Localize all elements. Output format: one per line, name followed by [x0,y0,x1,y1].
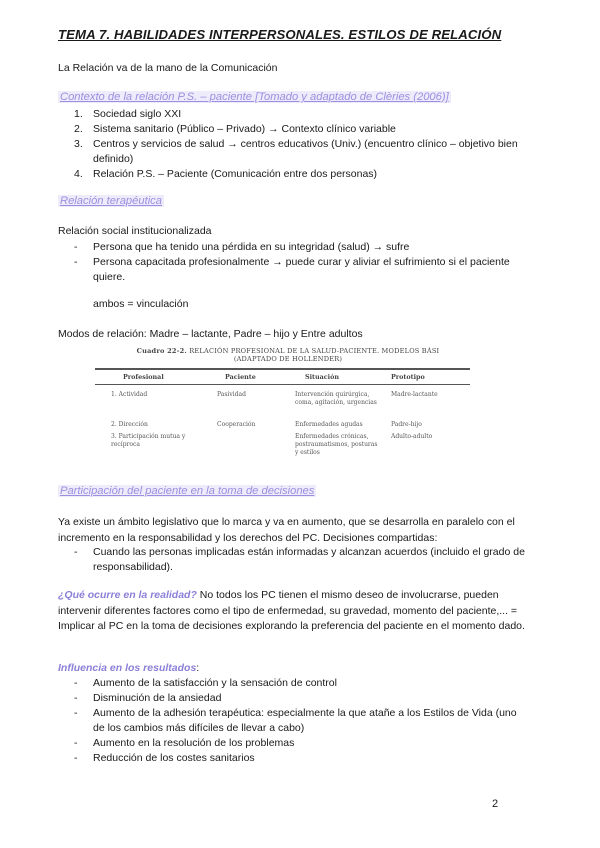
table-cell: Pasividad [217,391,246,398]
table-rule-mid [95,384,470,385]
table-cell: Enfermedades agudas [295,421,363,428]
table-cell: 1. Actividad [111,391,148,398]
table-cell: Intervención quirúrgica, coma, agitación, urgencias [295,391,377,406]
table-cell: 2. Dirección [111,421,148,428]
realidad-text: No todos los PC tienen el mismo deseo de involucrarse, pueden intervenir diferentes factores como el tipo de enfermedad, su gravedad, momento del paciente,... = Implicar al PC en la toma de decisiones explorando la preferencia del paciente en el momento dado. [58,589,525,632]
table-cell: Padre-hijo [391,421,422,428]
list-item: - Disminución de la ansiedad [74,692,222,704]
participacion-list [58,545,528,575]
realidad-question: ¿Qué ocurre en la realidad? [58,589,197,601]
modos-relacion: Modos de relación: Madre – lactante, Padre – hijo y Entre adultos [58,328,363,340]
list-item: - Aumento de la adhesión terapéutica: especialmente la que atañe a los Estilos de Vida (uno de los cambios más difíciles de llevar a cabo) [74,707,517,734]
table-cell: Cooperación [217,421,256,428]
table-header: Situación [305,373,340,381]
table-cell: 3. Participación mutua y recíproca [111,433,186,448]
influencia-list [58,676,528,766]
section-heading-relacion-terapeutica: Relación terapéutica [60,195,162,207]
list-item: - Persona capacitada profesionalmente → puede curar y aliviar el sufrimiento si el paciente quiere. [74,256,510,283]
page-title: TEMA 7. HABILIDADES INTERPERSONALES. ESTILOS DE RELACIÓN [58,27,502,42]
table-cell: Madre-lactante [391,391,438,398]
hollender-table [95,345,470,464]
section-heading-contexto: Contexto de la relación P.S. – paciente [Tomado y adaptado de Clèries (2006)] [60,91,449,103]
table-header: Prototipo [391,373,425,381]
table-header: Paciente [225,373,256,381]
table-header: Profesional [123,373,164,381]
relacion-list [58,240,528,285]
list-item: - Aumento en la resolución de los problemas [74,737,295,749]
intro-text: La Relación va de la mano de la Comunicación [58,62,278,74]
section-heading-participacion: Participación del paciente en la toma de decisiones [60,485,315,497]
table-cell: Enfermedades crónicas, postraumatismos, posturas y estilos [295,433,378,456]
list-item: 3. Centros y servicios de salud → centros educativos (Univ.) (encuentro clínico – objetivo bien definido) [74,138,518,165]
list-item: - Persona que ha tenido una pérdida en su integridad (salud) → sufre [74,241,410,253]
page-number: 2 [492,798,499,810]
list-item: 1. Sociedad siglo XXI [74,108,182,120]
participacion-paragraph: Ya existe un ámbito legislativo que lo marca y va en aumento, que se desarrolla en paralelo con el incremento en la responsabilidad y los derechos del PC. Decisiones compartidas: [58,516,515,544]
list-item: - Cuando las personas implicadas están informadas y alcanzan acuerdos (incluido el grado de responsabilidad). [74,546,525,573]
vinculacion-note: ambos = vinculación [93,298,189,310]
table-caption: Cuadro 22-2. RELACIÓN PROFESIONAL DE LA SALUD-PACIENTE. MODELOS BÁSI (ADAPTADO DE HOLLENDER) [136,347,440,363]
list-item: 4. Relación P.S. – Paciente (Comunicación entre dos personas) [74,168,378,180]
realidad-paragraph [58,588,528,635]
contexto-list [58,107,528,182]
section-heading-influencia: Influencia en los resultados [58,662,197,674]
relacion-lead: Relación social institucionalizada [58,225,212,237]
list-item: - Aumento de la satisfacción y la sensación de control [74,677,337,689]
table-rule-top [95,368,470,370]
list-item: - Reducción de los costes sanitarios [74,752,255,764]
list-item: 2. Sistema sanitario (Público – Privado) → Contexto clínico variable [74,123,396,135]
heading-colon: : [196,662,200,674]
influencia-heading-line [58,661,528,677]
table-cell: Adulto-adulto [391,433,433,440]
